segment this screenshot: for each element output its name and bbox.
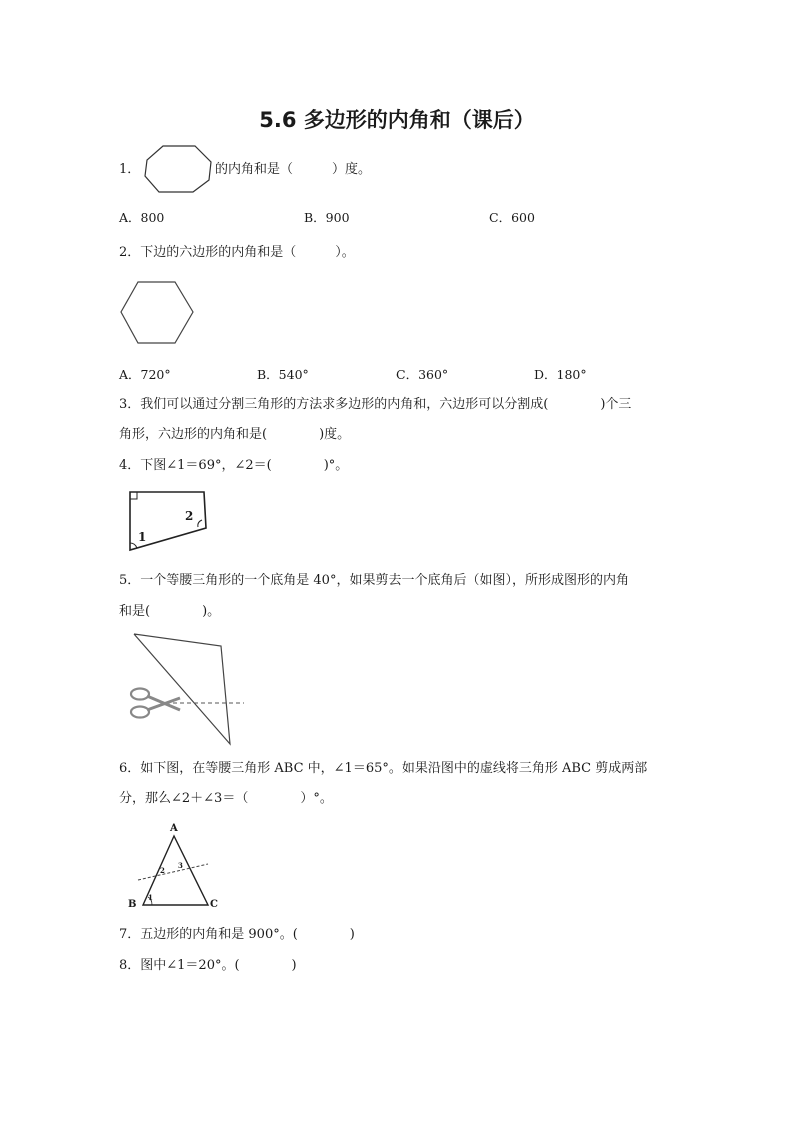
q5-line-2: 和是( )。 [119, 604, 221, 619]
quadrilateral-figure [126, 490, 216, 554]
q6-vertex-b-label: B [128, 899, 137, 910]
q8-text: 8．图中∠1＝20°。( ) [119, 958, 297, 973]
q6-angle-1-label: 1 [148, 893, 153, 902]
isosceles-triangle-figure [128, 822, 218, 914]
q4-angle-2-label: 2 [185, 509, 194, 523]
q6-vertex-c-label: C [210, 899, 218, 910]
q2-text: 2．下边的六边形的内角和是（ ）。 [119, 245, 355, 260]
q6-vertex-a-label: A [170, 823, 178, 834]
heptagon-figure [143, 142, 215, 196]
q2-option-c[interactable]: C．360° [396, 367, 449, 382]
q2-option-a[interactable]: A．720° [119, 367, 171, 382]
cut-triangle-figure [126, 632, 256, 747]
q1-text: 的内角和是（ ）度。 [215, 162, 372, 177]
q6-angle-2-label: 2 [160, 866, 165, 875]
q2-option-b[interactable]: B．540° [257, 367, 309, 382]
q1-option-b[interactable]: B．900 [304, 210, 350, 225]
q7-text: 7．五边形的内角和是 900°。( ) [119, 927, 355, 942]
q4-angle-1-label: 1 [138, 530, 147, 544]
q6-line-1: 6．如下图，在等腰三角形 ABC 中，∠1＝65°。如果沿图中的虚线将三角形 ABC 剪成两部 [119, 761, 648, 776]
q1-option-c[interactable]: C．600 [489, 210, 535, 225]
q3-line-1: 3．我们可以通过分割三角形的方法求多边形的内角和，六边形可以分割成( )个三 [119, 397, 632, 412]
q6-line-2: 分，那么∠2＋∠3＝（ ）°。 [119, 791, 333, 806]
scissors-icon [131, 689, 180, 718]
q1-option-a[interactable]: A．800 [119, 210, 165, 225]
q3-line-2: 角形，六边形的内角和是( )度。 [119, 427, 351, 442]
q2-option-d[interactable]: D．180° [534, 367, 587, 382]
q5-line-1: 5．一个等腰三角形的一个底角是 40°，如果剪去一个底角后（如图），所形成图形的内角 [119, 573, 629, 588]
q1-number: 1． [119, 162, 141, 177]
q4-text: 4．下图∠1＝69°，∠2＝( )°。 [119, 458, 349, 473]
page-title: 5.6 多边形的内角和（课后） [259, 108, 535, 132]
q6-angle-3-label: 3 [178, 861, 183, 870]
hexagon-figure [120, 280, 195, 345]
